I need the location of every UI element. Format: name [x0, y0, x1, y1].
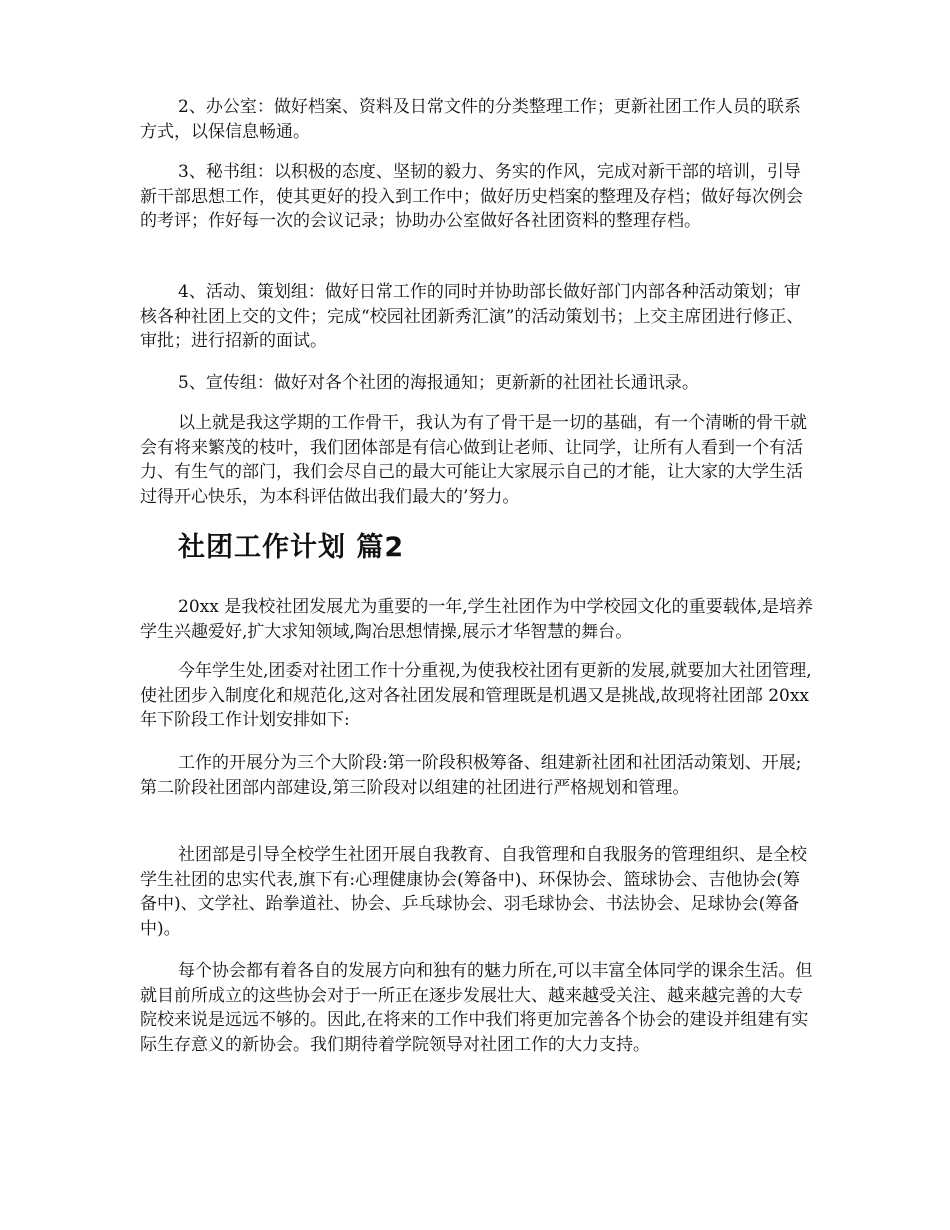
section-title: 社团工作计划 篇2: [178, 532, 405, 563]
paragraph-summary: 以上就是我这学期的工作骨干，我认为有了骨干是一切的基础，有一个清晰的骨干就会有将来繁茂的枝叶，我们团体部是有信心做到让老师、让同学，让所有人看到一个有活力、有生气的部门，我们会尽自己的最大可能让大家展示自己的才能，让大家的大学生活过得开心快乐，为本科评估做出我们最大的’努力。: [140, 413, 807, 507]
paragraph-associations: 社团部是引导全校学生社团开展自我教育、自我管理和自我服务的管理组织、是全校学生社团的忠实代表,旗下有:心理健康协会(筹备中)、环保协会、篮球协会、吉他协会(筹备中)、文学社、跆拳道社、协会、乒乓球协会、羽毛球协会、书法协会、足球协会(筹备中)。: [140, 845, 807, 939]
paragraph-management: 今年学生处,团委对社团工作十分重视,为使我校社团有更新的发展,就要加大社团管理,使社团步入制度化和规范化,这对各社团发展和管理既是机遇又是挑战,故现将社团部 20xx 年下阶段工作计划安排如下:: [140, 661, 812, 730]
paragraph-intro: 20xx 是我校社团发展尤为重要的一年,学生社团作为中学校园文化的重要载体,是培养学生兴趣爱好,扩大求知领域,陶冶思想情操,展示才华智慧的舞台。: [140, 597, 814, 642]
paragraph-stages: 工作的开展分为三个大阶段:第一阶段积极筹备、组建新社团和社团活动策划、开展;第二阶段社团部内部建设,第三阶段对以组建的社团进行严格规划和管理。: [140, 753, 802, 798]
paragraph-activity-planning-group: 4、活动、策划组：做好日常工作的同时并协助部长做好部门内部各种活动策划；审核各种社团上交的文件；完成“校园社团新秀汇演”的活动策划书；上交主席团进行修正、审批；进行招新的面试。: [140, 282, 804, 351]
paragraph-publicity-group: 5、宣传组：做好对各个社团的海报通知；更新新的社团社长通讯录。: [178, 373, 699, 393]
paragraph-office: 2、办公室：做好档案、资料及日常文件的分类整理工作；更新社团工作人员的联系方式，以保信息畅通。: [140, 97, 801, 142]
paragraph-secretary-group: 3、秘书组：以积极的态度、坚韧的毅力、务实的作风，完成对新干部的培训，引导新干部思想工作，使其更好的投入到工作中；做好历史档案的整理及存档；做好每次例会的考评；作好每一次的会议记录；协助办公室做好各社团资料的整理存档。: [140, 162, 803, 231]
paragraph-outlook: 每个协会都有着各自的发展方向和独有的魅力所在,可以丰富全体同学的课余生活。但就目前所成立的这些协会对于一所正在逐步发展壮大、越来越受关注、越来越完善的大专院校来说是远远不够的。因此,在将来的工作中我们将更加完善各个协会的建设并组建有实际生存意义的新协会。我们期待着学院领导对社团工作的大力支持。: [140, 961, 813, 1055]
